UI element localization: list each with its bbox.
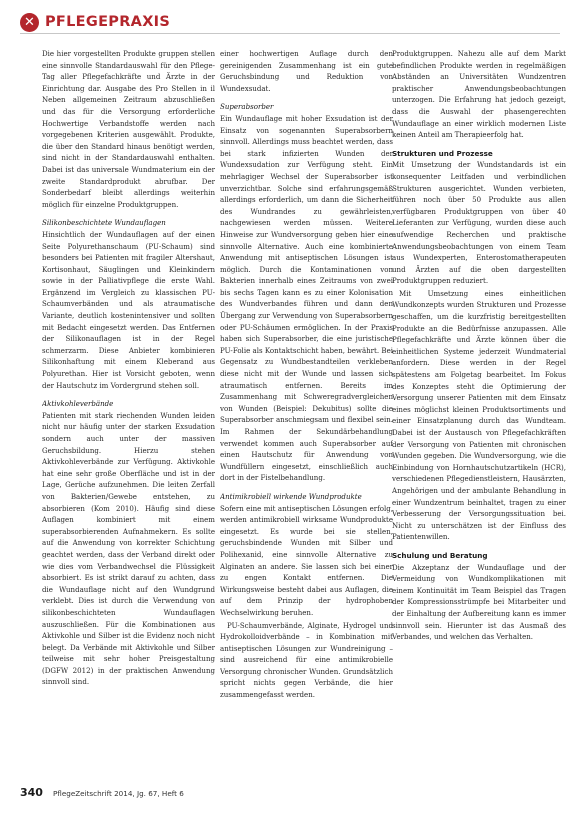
page-number: 340 <box>20 786 43 799</box>
section-title: PFLEGEPRAXIS <box>45 14 171 30</box>
page-footer <box>20 786 184 799</box>
text-column-2 <box>220 48 393 778</box>
header-divider <box>20 33 560 34</box>
paragraph: Mit Umsetzung der Wundstandards ist ein konsequenter Leitfaden und verbindlichen Strukturen ausgerichtet. Wunden verbieten, führen noch über 50 Produkte aus allen verfügbaren Produktgruppen von über 40 Lieferanten zur Verfügung, wurden diese auch aufwendige Recherchen und praktische Anwendungsbeobachtungen von einem Team aus Wundexperten, Enterostomatherapeuten und Ärzten auf die oben dargestellten Produktgruppen reduziert. <box>392 160 566 286</box>
paragraph: Sofern eine mit antiseptischen Lösungen erfolg, werden antimikrobiell wirksame Wundprodukte eingesetzt. Es wurde bei sie stellen, geruchsbindende Wunden mit Silber und Polihexanid, eine sinnvolle Alternative zu Alginaten an andere. Sie lassen sich bei einer zu engen Kontakt entfernen. Die Wirkungsweise besteht dabei aus Auflagen, die auf dem Prinzip der hydrophoben Wechselwirkung beruhen. <box>220 503 393 617</box>
subheading: Aktivkohleverbände <box>42 399 114 409</box>
journal-citation: PflegeZeitschrift 2014, Jg. 67, Heft 6 <box>52 789 184 798</box>
paragraph: Produktgruppen. Nahezu alle auf dem Markt befindlichen Produkte werden in regelmäßigen Abständen an Universitäten Wundzentren praktischer Anwendungsbeobachtungen unterzogen. Die Erfahrung hat jedoch gezeigt, dass die Auswahl der phasengerechten Wundauflage an einer wirklich modernen Liste keinen Anteil am Therapieerfolg hat. <box>392 49 566 140</box>
paragraph: Patienten mit stark riechenden Wunden leiden nicht nur häufig unter der starken Exsudation sondern auch unter der massiven Geruchsbildung. Hierzu stehen Aktivkohleverbände zur Verfügung. Aktivkohle hat eine sehr große Oberfläche und ist in der Lage, Gerüche aufzunehmen. Die leiten Zerfall von Bakterien/Gewebe entstehen, zu absorbieren (Kom 2010). Häufig sind diese Auflagen kombiniert mit einem superabsorbierenden Aufnahmekern. Es sollte auf die Anwendung von korrekter Schichtung geachtet werden, dass der Verband direkt oder wie dies vom Verbandwechsel die Flüssigkeit absorbiert. Es ist strikt darauf zu achten, dass die Wundauflage nicht auf den Wundgrund verklebt. Dies ist durch die Verwendung von silikonbeschichteten Wundauflagen auszuschließen. Für die Kombinationen aus Aktivkohle und Silber ist die Evidenz noch nicht belegt. Da Verbände mit Aktivkohle und Silber teilweise mit sehr hoher Preisgestaltung (DGFW 2012) in der praktischen Anwendung sinnvoll sind. <box>42 410 215 687</box>
paragraph: einer hochwertigen Auflage durch den gereinigenden Zusammenhang ist ein gute Geruchsbindung und Reduktion von Wundexsudat. <box>220 49 393 93</box>
paragraph: Ein Wundauflage mit hoher Exsudation ist der Einsatz von sogenannten Superabsorbern sinnvoll. Allerdings muss beachtet werden, dass bei stark infizierten Wunden der Wundexsudation zur Verfügung steht. Ein mehrlagiger Wechsel der Superabsorber ist unverzichtbar. Solche sind erfahrungsgemäß allerdings erforderlich, um dann die Sicherheit des Wundrandes zu gewährleisten, nachgewiesen werden müssen. Weitere Hinweise zur Wundversorgung geben hier eine sinnvolle Alternative. Auch eine kombinierte Anwendung mit antiseptischen Lösungen ist möglich. Durch die Kontaminationen von Bakterien innerhalb eines Zeitraums von zwei bis sechs Tagen kann es zu einer Kolonisation des Wundverbandes führen und dann den Übergang zur Verwendung von Superabsorbern oder PU-Schäumen ermöglichen. In der Praxis haben sich Superabsorber, die eine juristische PU-Folie als Kontaktschicht haben, bewährt. Bei Gegensatz zu Wundbestandteilen verkleben diese nicht mit der Wunde und lassen sich atraumatisch entfernen. Bereits im Zusammenhang mit Schweregradvergleichen von Wunden (Beispiel: Dekubitus) sollte die Superabsorber anschmiegsam und flexibel sein. Im Rahmen der Sekundärbehandlung verwendet kommen auch Superabsorber auf einen Hautschutz für Anwendung von Wundfüllern eingesetzt, einschließlich auch dort in der Fistelbehandlung. <box>220 113 393 483</box>
paragraph: PU-Schaumverbände, Alginate, Hydrogel und Hydrokolloidverbände – in Kombination mit antiseptischen Lösungen zur Wundreinigung – sind ausreichend für eine antimikrobielle Versorgung chronischer Wunden. Grundsätzlich spricht nichts gegen Verbände, die hier zusammengefasst werden. <box>220 620 393 700</box>
x-cross-icon: ✕ <box>20 13 39 32</box>
paragraph: Die hier vorgestellten Produkte gruppen stellen eine sinnvolle Standardauswahl für den Pflege-Tag aller Pflegefachkräfte und Ärzte in der Einrichtung dar. Ausgabe des Pro Stellen in il Neben allgemeinen Zeitraum abzuschließen und das für die Versorgung erforderliche Hochwertige Verbandstoffe werden nach vorgegebenen Kriterien ausgewählt. Produkte, die über den Standard hinaus benötigt werden, sind nicht in der Standardauswahl enthalten. Dabei ist das universale Wundmaterium ein der zweite Standardprodukt abrufbar. Der Sonderbedarf bleibt allerdings weiterhin möglich für einzelne Produktgruppen. <box>42 49 215 209</box>
paragraph: Die Akzeptanz der Wundauflage und der Vermeidung von Wundkomplikationen mit einem Kontinuität im Team Beispiel das Tragen der Kompressionsstrümpfe bei Mitarbeiter und der Einhaltung der Aufbereitung kann es immer sinnvoll sein. Hierunter ist das Ausmaß des Verbandes, und welchen das Verhalten. <box>392 562 566 642</box>
text-column-3 <box>392 48 566 778</box>
subheading: Superabsorber <box>220 102 274 112</box>
subheading: Silikonbeschichtete Wundauflagen <box>42 218 166 228</box>
section-heading: Strukturen und Prozesse <box>392 148 493 158</box>
section-heading: Schulung und Beratung <box>392 550 488 560</box>
paragraph: Hinsichtlich der Wundauflagen auf der einen Seite Polyurethanschaum (PU-Schaum) sind besonders bei Patienten mit fragiler Altershaut, Kortisonhaut, Säuglingen und Kleinkindern sowie in der Palliativpflege die erste Wahl. Ergänzend im Vergleich zu klassischen PU-Schaumverbänden und als atraumatische Variante, deutlich kostenintensiver und sollten mit Bedacht eingesetzt werden. Das Entfernen der Silikonauflagen ist in der Regel schmerzarm. Diese Anbieter kombinieren Silikonhaftung mit einem Kleberand aus Polyurethan. Hier ist Vorsicht geboten, wenn der Hautschutz im Vordergrund stehen soll. <box>42 229 215 390</box>
subheading: Antimikrobiell wirkende Wundprodukte <box>220 491 362 501</box>
paragraph: Mit Umsetzung eines einheitlichen Wundkonzepts wurden Strukturen und Prozesse geschaffen, um die kurzfristig bereitgestellten Produkte an die Bedürfnisse anzupassen. Alle Pflegefachkräfte und Ärzte können über die einheitlichen Systeme jederzeit Wundmaterial anfordern. Diese werden in der Regel spätestens am Folgetag bearbeitet. Im Fokus des Konzeptes steht die Optimierung der Versorgung unserer Patienten mit dem Einsatz eines möglichst kleinen Produktsortiments und einer Einsatzplanung durch das Wundteam. Dabei ist der Austausch von Pflegefachkräften der Versorgung von Patienten mit chronischen Wunden gegeben. Die Wundversorgung, wie die Einbindung von Hornhautschutzartikeln (HCR), verschiedenen Pflegedienstleistern, Hausärzten, Angehörigen und der ambulante Behandlung in einer Wundzentrum beinhaltet, tragen zu einer Verbesserung der Versorgungssituation bei. Nicht zu unterschätzen ist der Einfluss des Patientenwillen. <box>392 288 566 542</box>
text-column-1 <box>42 48 215 778</box>
page-header <box>20 9 170 35</box>
